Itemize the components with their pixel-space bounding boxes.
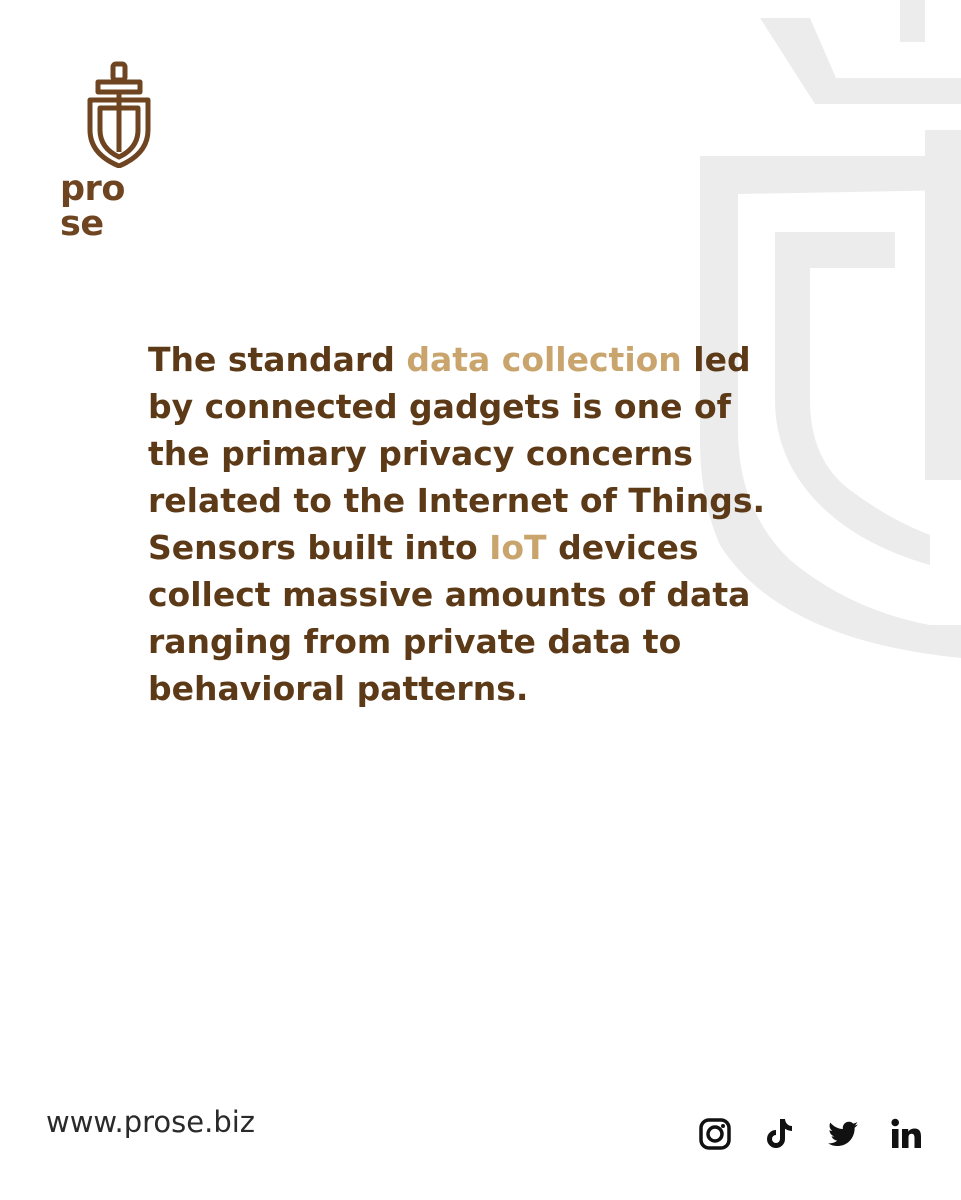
body-text-segment: Sensors built into bbox=[148, 528, 490, 567]
body-text-segment: led bbox=[681, 340, 751, 379]
social-icons-row bbox=[697, 1114, 925, 1154]
body-text-segment: devices bbox=[546, 528, 699, 567]
twitter-icon[interactable] bbox=[825, 1116, 861, 1152]
highlighted-phrase: IoT bbox=[489, 528, 547, 567]
body-line bbox=[148, 387, 731, 426]
body-line bbox=[148, 481, 765, 520]
body-line bbox=[148, 340, 751, 379]
body-text-segment: collect massive amounts of data bbox=[148, 575, 751, 614]
body-text-segment: The standard bbox=[148, 340, 407, 379]
body-line bbox=[148, 669, 528, 708]
body-text-segment: by connected gadgets is one of bbox=[148, 387, 731, 426]
brand-name: pro se bbox=[60, 169, 125, 244]
shield-sword-icon bbox=[86, 60, 152, 168]
body-line bbox=[148, 622, 681, 661]
website-link[interactable]: www.prose.biz bbox=[46, 1105, 256, 1139]
body-line bbox=[148, 528, 698, 567]
body-line bbox=[148, 575, 750, 614]
body-text-segment: the primary privacy concerns bbox=[148, 434, 693, 473]
body-text-segment: behavioral patterns. bbox=[148, 669, 529, 708]
instagram-icon[interactable] bbox=[697, 1116, 733, 1152]
body-line bbox=[148, 434, 693, 473]
body-text-segment: ranging from private data to bbox=[148, 622, 682, 661]
highlighted-phrase: data collection bbox=[406, 340, 682, 379]
linkedin-icon[interactable] bbox=[889, 1116, 925, 1152]
brand-logo bbox=[60, 60, 180, 242]
body-paragraph bbox=[148, 336, 788, 712]
body-text-segment: related to the Internet of Things. bbox=[148, 481, 766, 520]
tiktok-icon[interactable] bbox=[761, 1116, 797, 1152]
